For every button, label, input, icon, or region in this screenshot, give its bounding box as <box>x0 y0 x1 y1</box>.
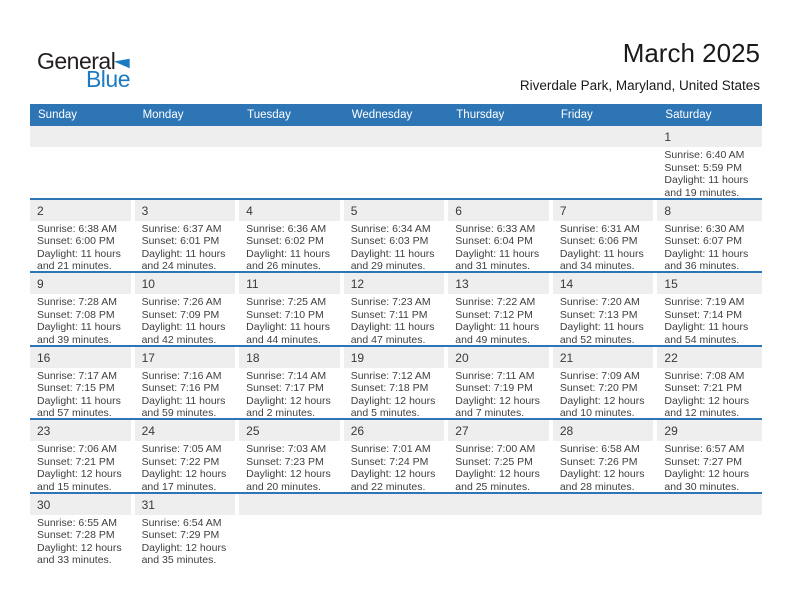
sunset-line: Sunset: 7:12 PM <box>455 308 533 321</box>
day-cell <box>657 347 762 419</box>
day-details <box>657 368 762 419</box>
sunset-line: Sunset: 7:15 PM <box>37 382 115 395</box>
sunrise-line: Sunrise: 6:57 AM <box>664 443 745 455</box>
day-cell <box>448 494 553 566</box>
weekday-header-sunday: Sunday <box>38 109 78 121</box>
day-number <box>135 126 240 147</box>
day-details <box>30 368 135 419</box>
daylight-line-2: and 54 minutes. <box>664 333 740 345</box>
day-details <box>30 515 135 566</box>
logo-text-blue: Blue <box>85 66 130 92</box>
daylight-line-1: Daylight: 12 hours <box>246 394 331 407</box>
day-number <box>657 494 762 515</box>
day-number: 13 <box>448 273 553 294</box>
day-details <box>239 221 344 272</box>
daylight-line-2: and 28 minutes. <box>559 480 635 492</box>
day-number: 14 <box>553 273 658 294</box>
sunrise-line: Sunrise: 6:37 AM <box>141 222 222 235</box>
day-cell <box>344 420 449 492</box>
daylight-line-1: Daylight: 12 hours <box>37 541 122 554</box>
daylight-line-2: and 36 minutes. <box>664 260 740 271</box>
daylight-line-2: and 25 minutes. <box>455 480 530 492</box>
daylight-line-1: Daylight: 11 hours <box>455 247 540 260</box>
day-cell <box>30 273 135 345</box>
day-number: 31 <box>135 494 240 515</box>
sunrise-line: Sunrise: 7:05 AM <box>141 443 222 455</box>
sunrise-line: Sunrise: 6:55 AM <box>37 516 117 529</box>
daylight-line-1: Daylight: 11 hours <box>350 247 435 260</box>
day-number <box>344 126 449 147</box>
day-details <box>344 441 449 492</box>
day-cell <box>135 494 240 566</box>
day-cell <box>344 200 449 272</box>
day-details <box>448 441 553 492</box>
day-number: 9 <box>30 273 135 294</box>
day-cell <box>344 273 449 345</box>
day-number: 19 <box>344 347 449 368</box>
daylight-line-2: and 34 minutes. <box>559 260 635 271</box>
day-number: 25 <box>239 420 344 441</box>
weekday-header-row <box>30 104 762 126</box>
day-number: 2 <box>30 200 135 221</box>
day-details <box>239 441 344 492</box>
day-number <box>239 494 344 515</box>
day-number: 7 <box>553 200 658 221</box>
day-number: 16 <box>30 347 135 368</box>
daylight-line-1: Daylight: 11 hours <box>559 247 644 260</box>
sunrise-line: Sunrise: 7:06 AM <box>37 443 117 455</box>
sunset-line: Sunset: 6:00 PM <box>37 235 115 248</box>
day-cell <box>135 273 240 345</box>
sunrise-line: Sunrise: 7:11 AM <box>455 369 535 382</box>
daylight-line-1: Daylight: 12 hours <box>559 394 645 407</box>
day-number: 11 <box>239 273 344 294</box>
daylight-line-2: and 2 minutes. <box>246 407 316 418</box>
day-cell <box>448 200 553 272</box>
sunset-line: Sunset: 6:02 PM <box>246 235 324 248</box>
daylight-line-1: Daylight: 11 hours <box>141 247 226 260</box>
sunrise-line: Sunrise: 6:33 AM <box>455 222 536 235</box>
day-cell <box>657 126 762 198</box>
day-cell <box>657 273 762 345</box>
day-cell <box>657 420 762 492</box>
sunset-line: Sunset: 7:19 PM <box>455 382 533 395</box>
sunset-line: Sunset: 7:10 PM <box>246 308 324 321</box>
day-cell <box>135 200 240 272</box>
day-number: 26 <box>344 420 449 441</box>
day-cell <box>30 494 135 566</box>
day-cell <box>239 494 344 566</box>
sunrise-line: Sunrise: 7:12 AM <box>350 369 431 382</box>
week-row <box>30 273 762 347</box>
sunrise-line: Sunrise: 6:38 AM <box>37 222 117 235</box>
day-cell <box>135 126 240 198</box>
sunrise-line: Sunrise: 7:22 AM <box>455 296 536 308</box>
weekday-header-wednesday: Wednesday <box>351 109 413 121</box>
daylight-line-1: Daylight: 11 hours <box>37 247 121 260</box>
day-cell <box>553 494 658 566</box>
day-cell <box>448 347 553 419</box>
day-cell <box>239 420 344 492</box>
week-row <box>30 347 762 421</box>
day-details <box>344 294 449 345</box>
daylight-line-2: and 19 minutes. <box>664 186 740 198</box>
daylight-line-2: and 59 minutes. <box>141 407 217 418</box>
daylight-line-2: and 42 minutes. <box>141 333 217 345</box>
day-number <box>239 126 344 147</box>
calendar <box>30 104 762 565</box>
day-cell <box>135 420 240 492</box>
sunset-line: Sunset: 6:01 PM <box>141 235 220 248</box>
daylight-line-2: and 52 minutes. <box>559 333 635 345</box>
daylight-line-1: Daylight: 11 hours <box>141 321 226 334</box>
sunrise-line: Sunrise: 7:16 AM <box>141 369 222 382</box>
day-number: 23 <box>30 420 135 441</box>
sunset-line: Sunset: 7:29 PM <box>141 529 220 542</box>
sunset-line: Sunset: 7:23 PM <box>246 455 324 468</box>
sunrise-line: Sunrise: 6:31 AM <box>559 222 640 235</box>
sunset-line: Sunset: 5:59 PM <box>664 161 743 174</box>
day-cell <box>553 200 658 272</box>
day-details <box>657 441 762 492</box>
day-number: 12 <box>344 273 449 294</box>
daylight-line-1: Daylight: 11 hours <box>141 394 226 407</box>
day-details <box>448 294 553 345</box>
day-details <box>344 221 449 272</box>
day-cell <box>239 273 344 345</box>
sunset-line: Sunset: 7:13 PM <box>559 308 638 321</box>
weekday-header-monday: Monday <box>142 109 184 121</box>
month-title: March 2025 <box>622 38 760 68</box>
daylight-line-2: and 21 minutes. <box>37 260 112 271</box>
day-number: 24 <box>135 420 240 441</box>
day-cell <box>553 347 658 419</box>
day-number: 18 <box>239 347 344 368</box>
sunrise-line: Sunrise: 6:40 AM <box>664 149 745 161</box>
day-details <box>135 294 240 345</box>
sunrise-line: Sunrise: 7:28 AM <box>37 296 117 308</box>
sunrise-line: Sunrise: 7:23 AM <box>350 296 431 308</box>
daylight-line-1: Daylight: 11 hours <box>455 321 540 334</box>
sunset-line: Sunset: 7:25 PM <box>455 455 533 468</box>
day-cell <box>344 126 449 198</box>
sunset-line: Sunset: 7:16 PM <box>141 382 220 395</box>
general-blue-logo <box>37 50 130 91</box>
weekday-header-friday: Friday <box>560 109 593 121</box>
sunset-line: Sunset: 7:22 PM <box>141 455 220 468</box>
daylight-line-2: and 24 minutes. <box>141 260 217 271</box>
daylight-line-1: Daylight: 11 hours <box>559 321 644 334</box>
day-details <box>135 368 240 419</box>
day-cell <box>30 200 135 272</box>
sunrise-line: Sunrise: 7:09 AM <box>559 369 640 382</box>
day-number <box>448 494 553 515</box>
day-details <box>135 441 240 492</box>
day-number: 20 <box>448 347 553 368</box>
daylight-line-1: Daylight: 12 hours <box>350 468 436 481</box>
sunrise-line: Sunrise: 7:25 AM <box>246 296 327 308</box>
day-number: 17 <box>135 347 240 368</box>
daylight-line-1: Daylight: 12 hours <box>455 394 540 407</box>
day-number: 1 <box>657 126 762 147</box>
daylight-line-2: and 20 minutes. <box>246 480 321 492</box>
daylight-line-2: and 31 minutes. <box>455 260 530 271</box>
sunrise-line: Sunrise: 6:54 AM <box>141 516 222 529</box>
daylight-line-2: and 47 minutes. <box>350 333 426 345</box>
sunset-line: Sunset: 6:06 PM <box>559 235 638 248</box>
week-row <box>30 494 762 566</box>
day-number: 5 <box>344 200 449 221</box>
sunset-line: Sunset: 7:27 PM <box>664 455 743 468</box>
logo-text-general: General <box>37 48 116 74</box>
daylight-line-1: Daylight: 12 hours <box>559 468 645 481</box>
day-details <box>30 294 135 345</box>
day-number: 22 <box>657 347 762 368</box>
day-number: 27 <box>448 420 553 441</box>
day-details <box>239 294 344 345</box>
day-cell <box>239 126 344 198</box>
day-cell <box>239 200 344 272</box>
day-cell <box>553 126 658 198</box>
day-details <box>448 368 553 419</box>
sunrise-line: Sunrise: 6:30 AM <box>664 222 745 235</box>
day-details <box>344 368 449 419</box>
daylight-line-2: and 10 minutes. <box>559 407 635 418</box>
day-cell <box>657 200 762 272</box>
day-details <box>553 441 658 492</box>
daylight-line-1: Daylight: 11 hours <box>664 321 749 334</box>
daylight-line-1: Daylight: 12 hours <box>141 541 227 554</box>
sunset-line: Sunset: 7:20 PM <box>559 382 638 395</box>
daylight-line-1: Daylight: 12 hours <box>141 468 227 481</box>
sunset-line: Sunset: 7:17 PM <box>246 382 324 395</box>
day-details <box>657 147 762 198</box>
daylight-line-2: and 29 minutes. <box>350 260 426 271</box>
day-number <box>448 126 553 147</box>
daylight-line-1: Daylight: 11 hours <box>350 321 435 334</box>
daylight-line-1: Daylight: 12 hours <box>37 468 122 481</box>
day-details <box>30 441 135 492</box>
day-cell <box>30 126 135 198</box>
day-details <box>657 221 762 272</box>
sunrise-line: Sunrise: 6:34 AM <box>350 222 431 235</box>
day-cell <box>135 347 240 419</box>
sunrise-line: Sunrise: 7:17 AM <box>37 369 117 382</box>
sunrise-line: Sunrise: 7:19 AM <box>664 296 745 308</box>
day-number: 10 <box>135 273 240 294</box>
sunrise-line: Sunrise: 7:20 AM <box>559 296 640 308</box>
day-details <box>30 221 135 272</box>
daylight-line-2: and 39 minutes. <box>37 333 112 345</box>
daylight-line-1: Daylight: 12 hours <box>664 468 750 481</box>
daylight-line-2: and 17 minutes. <box>141 480 217 492</box>
daylight-line-1: Daylight: 11 hours <box>664 174 749 187</box>
day-cell <box>448 420 553 492</box>
day-details <box>135 515 240 566</box>
sunset-line: Sunset: 7:18 PM <box>350 382 429 395</box>
day-cell <box>657 494 762 566</box>
daylight-line-1: Daylight: 11 hours <box>664 247 749 260</box>
daylight-line-1: Daylight: 12 hours <box>455 468 540 481</box>
sunset-line: Sunset: 7:24 PM <box>350 455 429 468</box>
daylight-line-1: Daylight: 11 hours <box>37 321 121 334</box>
sunset-line: Sunset: 7:08 PM <box>37 308 115 321</box>
week-row <box>30 200 762 274</box>
sunset-line: Sunset: 6:03 PM <box>350 235 429 248</box>
calendar-grid <box>30 126 762 565</box>
daylight-line-2: and 22 minutes. <box>350 480 426 492</box>
daylight-line-1: Daylight: 11 hours <box>246 321 330 334</box>
day-details <box>553 221 658 272</box>
daylight-line-2: and 44 minutes. <box>246 333 321 345</box>
day-details <box>657 294 762 345</box>
sunrise-line: Sunrise: 7:08 AM <box>664 369 745 382</box>
day-number: 6 <box>448 200 553 221</box>
day-cell <box>239 347 344 419</box>
sunrise-line: Sunrise: 7:01 AM <box>350 443 431 455</box>
daylight-line-1: Daylight: 12 hours <box>664 394 750 407</box>
day-number: 28 <box>553 420 658 441</box>
day-number <box>30 126 135 147</box>
daylight-line-1: Daylight: 12 hours <box>350 394 436 407</box>
day-number: 4 <box>239 200 344 221</box>
daylight-line-2: and 35 minutes. <box>141 554 217 565</box>
day-details <box>135 221 240 272</box>
sunrise-line: Sunrise: 7:03 AM <box>246 443 327 455</box>
sunrise-line: Sunrise: 7:14 AM <box>246 369 327 382</box>
sunrise-line: Sunrise: 7:26 AM <box>141 296 222 308</box>
day-cell <box>344 494 449 566</box>
daylight-line-2: and 26 minutes. <box>246 260 321 271</box>
sunset-line: Sunset: 7:09 PM <box>141 308 220 321</box>
weekday-header-tuesday: Tuesday <box>247 109 291 121</box>
sunrise-line: Sunrise: 6:58 AM <box>559 443 640 455</box>
weekday-header-thursday: Thursday <box>456 109 505 121</box>
day-cell <box>553 420 658 492</box>
day-details <box>448 221 553 272</box>
daylight-line-1: Daylight: 11 hours <box>37 394 121 407</box>
day-cell <box>448 273 553 345</box>
title-block <box>520 40 760 93</box>
daylight-line-2: and 15 minutes. <box>37 480 112 492</box>
day-cell <box>448 126 553 198</box>
day-cell <box>553 273 658 345</box>
daylight-line-1: Daylight: 11 hours <box>246 247 330 260</box>
sunrise-line: Sunrise: 7:00 AM <box>455 443 536 455</box>
day-number: 30 <box>30 494 135 515</box>
day-cell <box>344 347 449 419</box>
daylight-line-1: Daylight: 12 hours <box>246 468 331 481</box>
sunset-line: Sunset: 7:21 PM <box>37 455 115 468</box>
weekday-header-saturday: Saturday <box>665 109 712 121</box>
day-details <box>553 294 658 345</box>
sunset-line: Sunset: 7:14 PM <box>664 308 743 321</box>
day-number <box>344 494 449 515</box>
week-row <box>30 126 762 200</box>
daylight-line-2: and 33 minutes. <box>37 554 112 565</box>
day-number <box>553 126 658 147</box>
day-number: 15 <box>657 273 762 294</box>
day-details <box>239 368 344 419</box>
sunset-line: Sunset: 7:11 PM <box>350 308 428 321</box>
daylight-line-2: and 30 minutes. <box>664 480 740 492</box>
location-subtitle: Riverdale Park, Maryland, United States <box>519 78 760 93</box>
sunset-line: Sunset: 6:07 PM <box>664 235 743 248</box>
day-number <box>553 494 658 515</box>
sunset-line: Sunset: 7:28 PM <box>37 529 115 542</box>
daylight-line-2: and 12 minutes. <box>664 407 740 418</box>
sunrise-line: Sunrise: 6:36 AM <box>246 222 327 235</box>
sunset-line: Sunset: 7:21 PM <box>664 382 743 395</box>
day-cell <box>30 420 135 492</box>
day-number: 3 <box>135 200 240 221</box>
day-details <box>553 368 658 419</box>
day-number: 8 <box>657 200 762 221</box>
sunset-line: Sunset: 7:26 PM <box>559 455 638 468</box>
day-number: 21 <box>553 347 658 368</box>
daylight-line-2: and 7 minutes. <box>455 407 525 418</box>
daylight-line-2: and 49 minutes. <box>455 333 530 345</box>
day-number: 29 <box>657 420 762 441</box>
week-row <box>30 420 762 494</box>
sunset-line: Sunset: 6:04 PM <box>455 235 533 248</box>
daylight-line-2: and 5 minutes. <box>350 407 420 418</box>
daylight-line-2: and 57 minutes. <box>37 407 112 418</box>
day-cell <box>30 347 135 419</box>
